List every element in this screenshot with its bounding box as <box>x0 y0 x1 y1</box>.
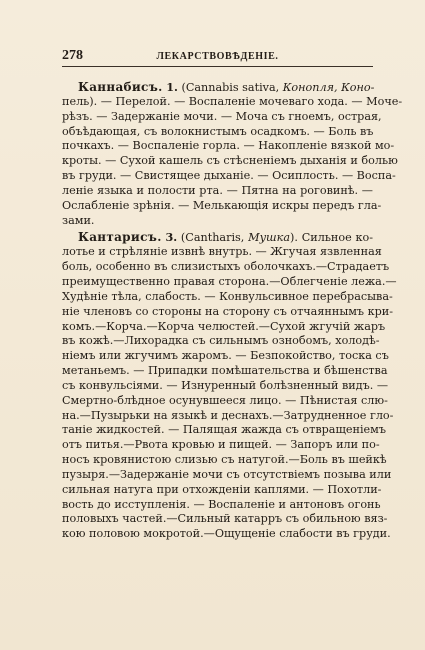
text-line: лотье и стрѣляніе извнѣ внутрь. — Жгучая язвленная <box>62 245 382 259</box>
text-line: преимущественно правая сторона.—Облегченіе лежа.— <box>62 274 397 288</box>
text-line: комъ.—Корча.—Корча челюстей.—Сухой жгучій жаръ <box>62 319 386 333</box>
text-line: метаньемъ. — Припадки помѣшательства и бѣшенства <box>62 364 388 378</box>
text-line: на.—Пузырьки на языкѣ и деснахъ.—Затрудненное гло- <box>62 408 394 422</box>
text-line: кроты. — Сухой кашель съ стѣсненіемъ дыханія и болью <box>62 154 398 168</box>
running-title: ЛЕКАРСТВОВѢДЕНІЕ. <box>156 51 279 62</box>
entry-text <box>62 245 397 542</box>
text-line: объѣдающая, съ волокнистымъ осадкомъ. — Боль въ <box>62 124 374 138</box>
entry-first-line <box>62 80 373 95</box>
entry-text <box>62 94 403 229</box>
entry-first-line <box>62 230 373 245</box>
entry-number: 1. <box>166 80 178 94</box>
text-line: въ груди. — Свистящее дыханіе. — Осиплость. — Воспа- <box>62 169 396 183</box>
text-line: носъ кровянистою слизью съ натугой.—Боль въ шейкѣ <box>62 453 387 467</box>
text-line: пель). — Перелой. — Воспаленіе мочеваго хода. — Моче- <box>62 94 403 108</box>
text-line: ніемъ или жгучимъ жаромъ. — Безпокойство, тоска съ <box>62 349 389 363</box>
text-line: почкахъ. — Воспаленіе горла. — Накопленіе вязкой мо- <box>62 139 395 153</box>
text-line: рѣзъ. — Задержаніе мочи. — Моча съ гноемъ, острая, <box>62 109 382 123</box>
entry-common-name: Мушка <box>248 231 291 245</box>
text-line: съ конвульсіями. — Изнуренный болѣзненный видъ. — <box>62 378 389 392</box>
text-line: зами. <box>62 213 95 227</box>
entry-headword: Каннабисъ. <box>78 80 163 94</box>
page-header <box>62 50 373 67</box>
text-line: леніе языка и полости рта. — Пятна на роговинѣ. — <box>62 183 373 197</box>
entry-cantharis <box>62 230 397 542</box>
text-line: кою половою мокротой.—Ощущеніе слабости въ груди. <box>62 527 391 541</box>
text-line: боль, особенно въ слизистыхъ оболочкахъ.—Страдаетъ <box>62 260 390 274</box>
text-line: ніе членовъ со стороны на сторону съ отчаяннымъ кри- <box>62 304 393 318</box>
entry-first-line-tail: ). Сильное ко- <box>290 231 374 245</box>
text-line: таніе жидкостей. — Палящая жажда съ отвращеніемъ <box>62 423 386 437</box>
entry-cannabis <box>62 80 403 228</box>
entry-latin-name: (Cannabis sativa, <box>181 81 280 94</box>
text-line: половыхъ частей.—Сильный катарръ съ обильною вяз- <box>62 512 388 526</box>
text-line: вость до исступленія. — Воспаленіе и антоновъ огонь <box>62 497 381 511</box>
entry-latin-name: (Cantharis, <box>180 231 245 245</box>
entry-number: 3. <box>165 230 178 245</box>
entry-headword: Кантарисъ. <box>78 230 162 245</box>
entry-common-name: Конопля, Коно- <box>282 81 375 94</box>
page-body <box>62 80 403 544</box>
text-line: пузыря.—Задержаніе мочи съ отсутствіемъ позыва или <box>62 467 392 481</box>
text-line: Худѣніе тѣла, слабость. — Конвульсивное перебрасыва- <box>62 289 393 303</box>
text-line: Ослабленіе зрѣнія. — Мелькающія искры передъ гла- <box>62 198 382 212</box>
text-line: Смертно-блѣдное осунувшееся лицо. — Пѣнистая слю- <box>62 393 388 407</box>
text-line: отъ питья.—Рвота кровью и пищей. — Запоръ или по- <box>62 438 380 452</box>
text-line: въ кожѣ.—Лихорадка съ сильнымъ ознобомъ, холодѣ- <box>62 334 380 348</box>
text-line: сильная натуга при отхожденіи каплями. — Похотли- <box>62 482 382 496</box>
page-number: 278 <box>62 48 83 63</box>
